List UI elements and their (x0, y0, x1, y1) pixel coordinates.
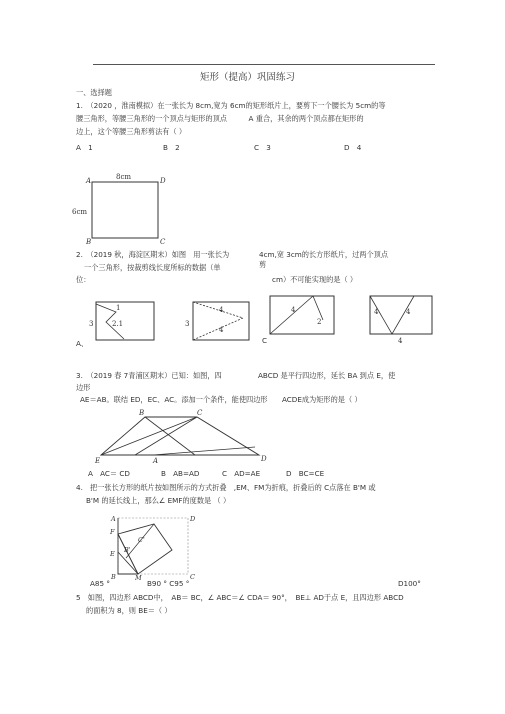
q2-f2-label-4a: 4 (219, 306, 224, 314)
q2-figure-2 (183, 294, 253, 344)
q1-label-top: 8cm (116, 173, 132, 181)
q1-option-b: B 2 (163, 143, 180, 152)
q4-vertex-b: B (111, 573, 116, 581)
q1-line2: 腰三角形，等腰三角形的一个顶点与矩形的顶点 A 重合，其余的两个顶点都在矩形的 (76, 114, 364, 123)
q3-vertex-d: D (261, 455, 267, 463)
q5-line1: 5 如图，四边形 ABCD中， AB＝ BC，∠ ABC＝∠ CDA＝ 90°， BE⊥ AD于点 E，且四边形 ABCD (76, 593, 404, 602)
q4-vertex-m: M (135, 574, 142, 582)
q4-option-d: D100° (398, 579, 421, 588)
q3-line1b: ABCD 是平行四边形，延长 BA 到点 E，使 (258, 371, 396, 380)
section-heading: 一、选择题 (76, 88, 112, 97)
q3-vertex-c: C (197, 409, 203, 417)
q2-f4-label-4a: 4 (374, 308, 379, 316)
q2-figure-3 (265, 290, 340, 338)
q4-vertex-c: C (190, 573, 195, 581)
q4-vertex-d: D (190, 515, 196, 523)
q2-line1c: 剪 (259, 260, 267, 269)
q4-folding-figure (108, 512, 198, 580)
q1-label-side: 6cm (72, 208, 88, 216)
q1-vertex-b: B (86, 238, 92, 246)
q3-line2: 边形 (76, 383, 91, 392)
q1-vertex-d: D (160, 177, 166, 185)
q2-line3b: cm）不可能实现的是（ ） (272, 275, 358, 284)
q4-vertex-f: F (110, 528, 115, 536)
q1-rectangle-figure (70, 170, 170, 250)
q3-option-b: B AB=AD (161, 469, 200, 478)
q2-f2-label-3: 3 (185, 320, 190, 328)
q5-line2: 的面积为 8，则 BE＝（ ） (86, 606, 172, 615)
page-title: 矩形（提高）巩固练习 (200, 72, 296, 83)
q4-line1: 4. 把一张长方形的纸片按如图所示的方式折叠 ,EM、FM为折痕，折叠后的 C点落在 B'M 或 (76, 483, 376, 492)
header-rule (93, 64, 435, 65)
q1-line1: 1. （2020 ，淮南模拟）在一张长为 8cm,宽为 6cm的矩形纸片上，要剪下一个腰长为 5cm的等 (76, 101, 386, 110)
q3-option-d: D BC=CE (286, 469, 325, 478)
q4-option-a: A85 ° (90, 579, 110, 588)
q4-option-bc: B90 ° C95 ° (147, 579, 190, 588)
q2-option-c: C (262, 336, 268, 345)
q1-vertex-a: A (86, 177, 92, 185)
q1-rect (92, 182, 158, 238)
q4-vertex-a: A (111, 515, 116, 523)
q2-f3-label-2: 2 (317, 318, 322, 326)
q2-figure-4 (362, 290, 437, 348)
q1-line3: 边上，这个等腰三角形剪法有（ ） (76, 127, 187, 136)
q4-vertex-bprime: B' (124, 546, 131, 554)
q2-line3a: 位： (76, 275, 91, 284)
q2-f1-label-21: 2.1 (112, 320, 124, 328)
q3-vertex-a: A (153, 457, 159, 465)
q2-f4-label-4b: 4 (406, 308, 411, 316)
q2-option-a: A、 (76, 339, 89, 348)
q2-f1-label-3: 3 (89, 320, 94, 328)
q4-vertex-cprime: C' (138, 536, 145, 544)
q1-option-d: D 4 (344, 143, 362, 152)
q4-line2: B'M 的延长线上，那么∠ EMF的度数是 （ ） (86, 496, 231, 505)
q3-line3: AE＝AB。联结 ED，EC、AC。添加一个条件，能使四边形 ACDE成为矩形的是（ ） (80, 395, 362, 404)
q3-option-a: A AC＝ CD (88, 469, 130, 478)
q2-f1-label-1: 1 (116, 304, 121, 312)
q3-option-c: C AD=AE (222, 469, 261, 478)
q2-line1b: 4cm,宽 3cm的长方形纸片，过两个顶点 (259, 250, 389, 259)
q2-line2: 一个三角形，按裁剪线长度所标的数据（单 (84, 263, 221, 272)
q2-figure-1 (88, 294, 158, 344)
q2-line1a: 2. （2019 秋，海淀区期末）如图 用一张长为 (76, 250, 230, 259)
q2-f3-label-4: 4 (291, 306, 296, 314)
q4-vertex-e: E (110, 550, 115, 558)
q1-option-c: C 3 (254, 143, 271, 152)
q1-option-a: A 1 (76, 143, 93, 152)
q3-vertex-b: B (139, 409, 145, 417)
q2-f4-label-4c: 4 (398, 337, 403, 345)
q3-parallelogram-figure (95, 407, 270, 465)
q1-vertex-c: C (160, 238, 166, 246)
q3-line1a: 3. （2019 春 7青浦区期末）已知：如图，四 (76, 371, 222, 380)
q3-vertex-e: E (95, 457, 101, 465)
q2-f2-label-4b: 4 (219, 326, 224, 334)
